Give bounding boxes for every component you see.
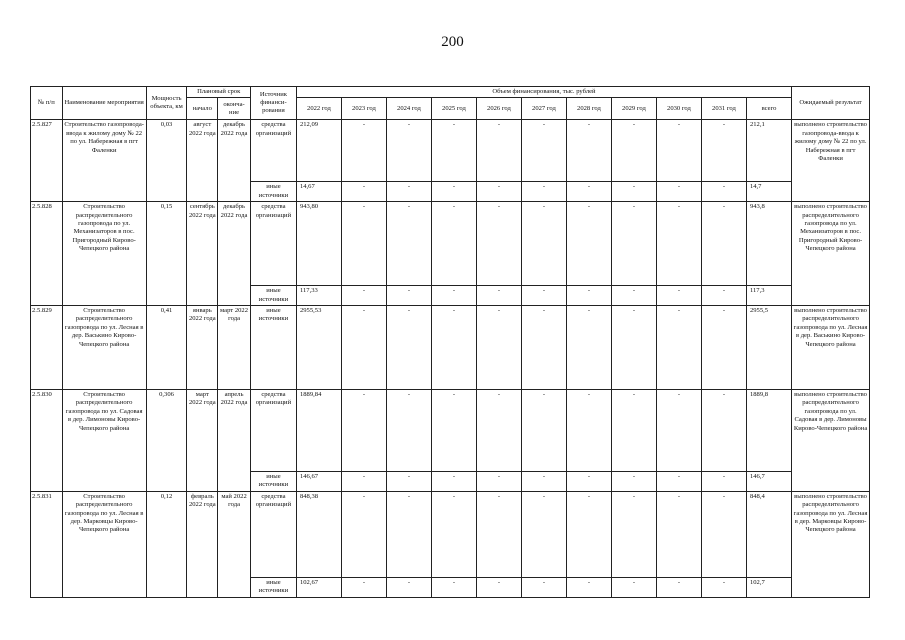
- row-name: Строительство распределительного газопровода по ул. Механизаторов в пос. Пригородный Кирово-Чепецкого района: [62, 202, 146, 306]
- row-result: выполнено строительство распределительного газопровода по ул. Лесная в дер. Марковцы Кирово-Чепецкого района: [792, 491, 870, 597]
- row-value-dash: -: [656, 306, 701, 390]
- header-year: 2025 год: [431, 98, 476, 120]
- row-name: Строительство распределительного газопровода по ул. Лесная в дер. Васькино Кирово-Чепецкого района: [62, 306, 146, 390]
- row-value-dash: -: [566, 306, 611, 390]
- header-year: 2024 год: [386, 98, 431, 120]
- row-value-dash: -: [431, 202, 476, 286]
- row-capacity: 0,03: [146, 120, 187, 202]
- row-value-dash: -: [431, 182, 476, 202]
- row-value-total: 14,7: [746, 182, 791, 202]
- table-row: [31, 120, 870, 182]
- row-value-dash: -: [611, 120, 656, 182]
- row-result: выполнено строительство распределительного газопровода по ул. Садовая в дер. Лимоновы Кирово-Чепецкого района: [792, 390, 870, 492]
- row-value-2022: 212,09: [296, 120, 341, 182]
- row-value-dash: -: [656, 286, 701, 306]
- row-value-dash: -: [476, 202, 521, 286]
- row-value-dash: -: [341, 472, 386, 492]
- table-body: [31, 120, 870, 597]
- row-value-dash: -: [476, 472, 521, 492]
- row-value-2022: 943,80: [296, 202, 341, 286]
- row-value-dash: -: [476, 577, 521, 597]
- row-result: выполнено строительство распределительного газопровода по ул. Лесная в дер. Васькино Кирово-Чепецкого района: [792, 306, 870, 390]
- row-value-dash: -: [386, 120, 431, 182]
- row-name: Строительство распределительного газопровода по ул. Лесная в дер. Марковцы Кирово-Чепецкого района: [62, 491, 146, 597]
- row-value-2022: 117,33: [296, 286, 341, 306]
- funding-table: [30, 86, 870, 598]
- row-value-total: 2955,5: [746, 306, 791, 390]
- row-value-dash: -: [386, 202, 431, 286]
- row-value-dash: -: [566, 472, 611, 492]
- row-value-2022: 1889,84: [296, 390, 341, 472]
- row-value-dash: -: [431, 390, 476, 472]
- row-number: 2.5.831: [31, 491, 63, 597]
- row-value-dash: -: [521, 491, 566, 577]
- table-header: [31, 87, 870, 120]
- row-value-dash: -: [521, 577, 566, 597]
- row-value-dash: -: [521, 472, 566, 492]
- row-value-dash: -: [521, 182, 566, 202]
- row-value-dash: -: [431, 286, 476, 306]
- row-value-dash: -: [341, 577, 386, 597]
- row-value-total: 146,7: [746, 472, 791, 492]
- header-year: 2026 год: [476, 98, 521, 120]
- row-value-dash: -: [701, 182, 746, 202]
- header-funding: Объем финансирования, тыс. рублей: [296, 87, 791, 98]
- header-year: 2022 год: [296, 98, 341, 120]
- row-capacity: 0,306: [146, 390, 187, 492]
- row-value-dash: -: [476, 390, 521, 472]
- row-value-dash: -: [476, 306, 521, 390]
- row-number: 2.5.830: [31, 390, 63, 492]
- row-value-dash: -: [701, 491, 746, 577]
- row-value-2022: 848,38: [296, 491, 341, 577]
- row-value-dash: -: [656, 491, 701, 577]
- row-value-dash: -: [341, 182, 386, 202]
- row-value-dash: -: [611, 202, 656, 286]
- row-source: средства организаций: [250, 120, 296, 182]
- row-value-dash: -: [521, 306, 566, 390]
- page-number: 200: [441, 34, 464, 50]
- row-source: иные источники: [250, 577, 296, 597]
- header-num: № п/п: [31, 87, 63, 120]
- row-start: февраль 2022 года: [187, 491, 218, 597]
- row-name: Строительство газопровода-ввода к жилому дому № 22 по ул. Набережная в пгт Фаленки: [62, 120, 146, 202]
- row-value-dash: -: [386, 286, 431, 306]
- row-value-dash: -: [566, 286, 611, 306]
- row-source: иные источники: [250, 182, 296, 202]
- row-number: 2.5.828: [31, 202, 63, 306]
- row-capacity: 0,12: [146, 491, 187, 597]
- row-value-dash: -: [656, 472, 701, 492]
- row-end: декабрь 2022 года: [218, 202, 251, 306]
- row-value-dash: -: [701, 306, 746, 390]
- table-row: [31, 491, 870, 577]
- row-value-2022: 146,67: [296, 472, 341, 492]
- row-name: Строительство распределительного газопровода по ул. Садовая в дер. Лимоновы Кирово-Чепецкого района: [62, 390, 146, 492]
- row-end: апрель 2022 года: [218, 390, 251, 492]
- row-value-dash: -: [656, 202, 701, 286]
- table-row: [31, 390, 870, 472]
- row-source: средства организаций: [250, 390, 296, 472]
- row-value-dash: -: [611, 491, 656, 577]
- row-value-dash: -: [701, 577, 746, 597]
- row-start: сентябрь 2022 года: [187, 202, 218, 306]
- row-source: средства организаций: [250, 202, 296, 286]
- header-capacity: Мощность объекта, км: [146, 87, 187, 120]
- header-year: 2030 год: [656, 98, 701, 120]
- row-value-dash: -: [431, 120, 476, 182]
- row-value-dash: -: [611, 472, 656, 492]
- row-value-total: 212,1: [746, 120, 791, 182]
- row-value-dash: -: [656, 120, 701, 182]
- header-name: Наименование мероприятия: [62, 87, 146, 120]
- row-value-dash: -: [386, 390, 431, 472]
- table-row: [31, 306, 870, 390]
- row-value-dash: -: [566, 577, 611, 597]
- row-value-dash: -: [701, 472, 746, 492]
- row-value-dash: -: [476, 182, 521, 202]
- row-source: иные источники: [250, 306, 296, 390]
- row-value-dash: -: [341, 202, 386, 286]
- row-value-dash: -: [656, 390, 701, 472]
- row-value-dash: -: [386, 182, 431, 202]
- row-start: август 2022 года: [187, 120, 218, 202]
- row-capacity: 0,15: [146, 202, 187, 306]
- row-value-dash: -: [521, 390, 566, 472]
- header-plan-start: начало: [187, 98, 218, 120]
- header-plan-term: Плановый срок: [187, 87, 250, 98]
- row-end: март 2022 года: [218, 306, 251, 390]
- row-start: март 2022 года: [187, 390, 218, 492]
- header-result: Ожидаемый результат: [792, 87, 870, 120]
- header-year: 2027 год: [521, 98, 566, 120]
- row-value-dash: -: [341, 306, 386, 390]
- row-capacity: 0,41: [146, 306, 187, 390]
- row-value-2022: 102,67: [296, 577, 341, 597]
- row-value-dash: -: [341, 491, 386, 577]
- row-value-dash: -: [611, 577, 656, 597]
- row-value-dash: -: [521, 202, 566, 286]
- row-value-total: 848,4: [746, 491, 791, 577]
- header-year: 2023 год: [341, 98, 386, 120]
- row-value-dash: -: [521, 286, 566, 306]
- row-value-dash: -: [566, 202, 611, 286]
- row-result: выполнено строительство газопровода-ввода к жилому дому № 22 по ул. Набережная в пгт Фаленки: [792, 120, 870, 202]
- row-value-dash: -: [566, 120, 611, 182]
- row-value-dash: -: [431, 472, 476, 492]
- row-number: 2.5.827: [31, 120, 63, 202]
- row-source: иные источники: [250, 472, 296, 492]
- header-year: всего: [746, 98, 791, 120]
- row-value-dash: -: [701, 390, 746, 472]
- row-value-dash: -: [611, 286, 656, 306]
- row-value-dash: -: [701, 202, 746, 286]
- row-source: иные источники: [250, 286, 296, 306]
- row-value-2022: 14,67: [296, 182, 341, 202]
- row-value-dash: -: [656, 577, 701, 597]
- header-plan-end: оконча-ние: [218, 98, 251, 120]
- row-value-dash: -: [611, 182, 656, 202]
- row-value-dash: -: [341, 390, 386, 472]
- row-value-dash: -: [386, 577, 431, 597]
- row-value-dash: -: [656, 182, 701, 202]
- row-result: выполнено строительство распределительного газопровода по ул. Механизаторов в пос. Пригородный Кирово-Чепецкого района: [792, 202, 870, 306]
- row-value-dash: -: [431, 306, 476, 390]
- row-value-dash: -: [566, 491, 611, 577]
- row-value-dash: -: [476, 491, 521, 577]
- row-value-dash: -: [611, 390, 656, 472]
- row-value-dash: -: [701, 120, 746, 182]
- row-value-dash: -: [431, 491, 476, 577]
- row-number: 2.5.829: [31, 306, 63, 390]
- table-row: [31, 202, 870, 286]
- row-value-dash: -: [566, 390, 611, 472]
- row-value-total: 1889,8: [746, 390, 791, 472]
- row-value-total: 943,8: [746, 202, 791, 286]
- row-value-dash: -: [476, 120, 521, 182]
- row-end: декабрь 2022 года: [218, 120, 251, 202]
- row-value-dash: -: [611, 306, 656, 390]
- row-source: средства организаций: [250, 491, 296, 577]
- row-value-dash: -: [476, 286, 521, 306]
- row-value-dash: -: [386, 306, 431, 390]
- header-year: 2031 год: [701, 98, 746, 120]
- row-value-dash: -: [566, 182, 611, 202]
- row-value-dash: -: [386, 491, 431, 577]
- row-value-total: 117,3: [746, 286, 791, 306]
- row-value-2022: 2955,53: [296, 306, 341, 390]
- row-value-dash: -: [701, 286, 746, 306]
- header-source: Источник финанси-рования: [250, 87, 296, 120]
- header-year: 2029 год: [611, 98, 656, 120]
- row-value-dash: -: [341, 286, 386, 306]
- row-value-dash: -: [386, 472, 431, 492]
- header-year: 2028 год: [566, 98, 611, 120]
- row-value-total: 102,7: [746, 577, 791, 597]
- row-value-dash: -: [341, 120, 386, 182]
- row-value-dash: -: [521, 120, 566, 182]
- row-start: январь 2022 года: [187, 306, 218, 390]
- row-value-dash: -: [431, 577, 476, 597]
- row-end: май 2022 года: [218, 491, 251, 597]
